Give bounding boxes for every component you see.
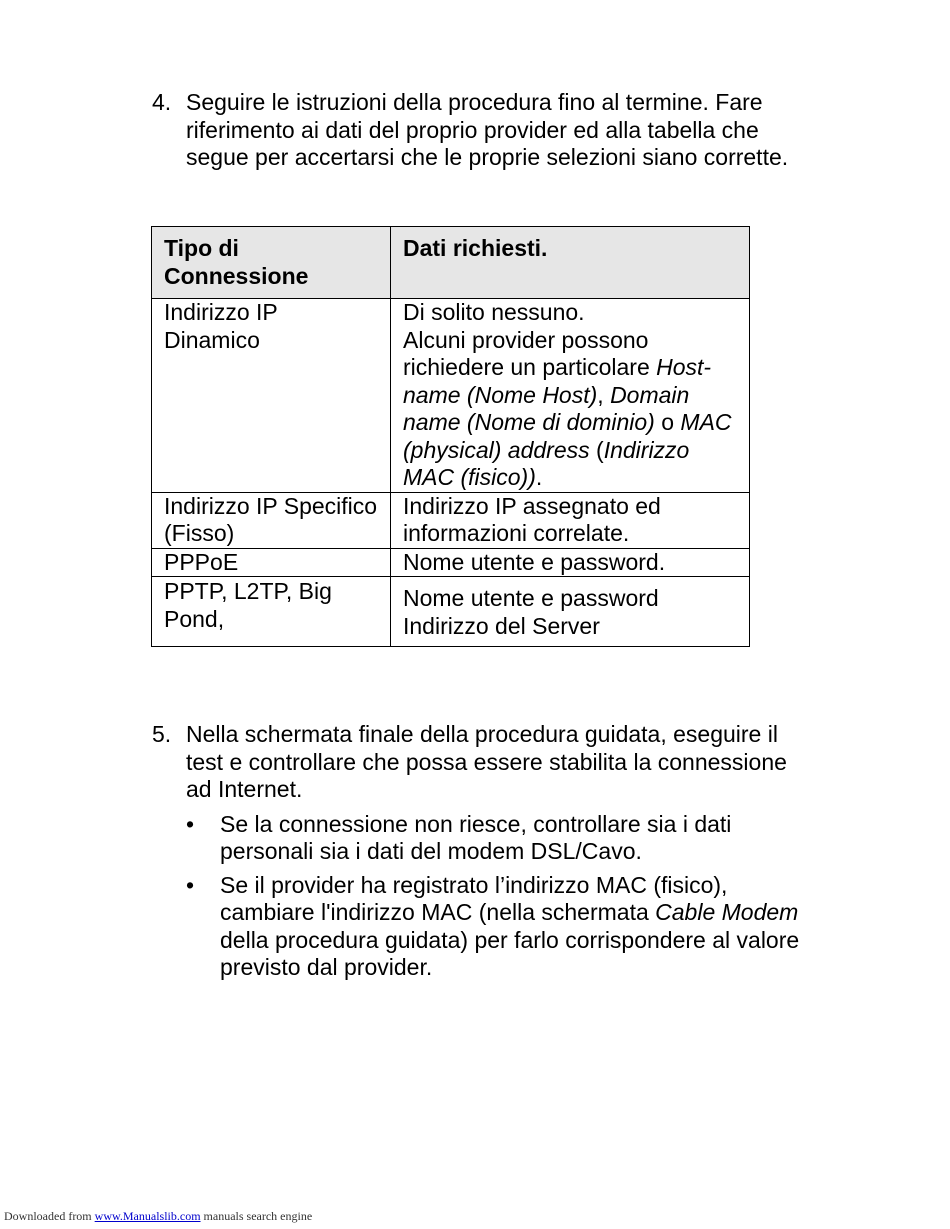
manualslib-link[interactable]: www.Manualslib.com (94, 1209, 201, 1223)
connection-table (151, 226, 750, 647)
download-footer: Downloaded from www.Manualslib.com manuals search engine (4, 1209, 313, 1223)
bullet-icon: • (186, 871, 195, 898)
connection-type-cell: PPPoE (152, 548, 391, 577)
step-text: Seguire le istruzioni della procedura fino al termine. Fare riferimento ai dati del proprio provider ed alla tabella che segue per accertarsi che le proprie selezioni siano corrette. (186, 89, 789, 170)
data-paragraph: Alcuni provider possono richiedere un particolare Host-name (Nome Host), Domain name (Nome di dominio) o MAC (physical) address (Indirizzo MAC (fisico)). (403, 326, 732, 490)
step-5 (152, 721, 802, 988)
required-data-cell (391, 577, 750, 647)
data-line: Di solito nessuno. (403, 299, 585, 325)
connection-type-cell: PPTP, L2TP, Big Pond, (152, 577, 391, 647)
bullet-text: Se il provider ha registrato l’indirizzo MAC (fisico), cambiare l'indirizzo MAC (nella schermata Cable Modem della procedura guidata) per farlo corrispondere al valore previsto dal provider. (220, 871, 800, 980)
step-4 (152, 89, 802, 172)
table-row (152, 548, 750, 577)
table-row (152, 577, 750, 647)
bullet-text: Se la connessione non riesce, controllare sia i dati personali sia i dati del modem DSL/Cavo. (220, 810, 732, 864)
connection-type-cell: Indirizzo IP Specifico (Fisso) (152, 492, 391, 548)
step-text: Nella schermata finale della procedura guidata, eseguire il test e controllare che possa essere stabilita la connessione ad Internet. (186, 721, 787, 802)
list-item (152, 872, 802, 982)
table-header-row (152, 227, 750, 299)
data-line: Indirizzo del Server (403, 612, 600, 639)
step-number: 5. (152, 721, 172, 747)
connection-type-cell: Indirizzo IP Dinamico (152, 299, 391, 493)
list-item (152, 811, 802, 866)
step-number: 4. (152, 89, 172, 115)
bullet-list (152, 811, 802, 982)
required-data-cell (391, 299, 750, 493)
required-data-cell: Nome utente e password. (391, 548, 750, 577)
bullet-icon: • (186, 810, 195, 837)
table-row (152, 492, 750, 548)
required-data-cell: Indirizzo IP assegnato ed informazioni correlate. (391, 492, 750, 548)
header-connection-type: Tipo di Connessione (152, 227, 391, 299)
table-row (152, 299, 750, 493)
header-required-data: Dati richiesti. (391, 227, 750, 299)
data-line: Nome utente e password (403, 585, 659, 611)
